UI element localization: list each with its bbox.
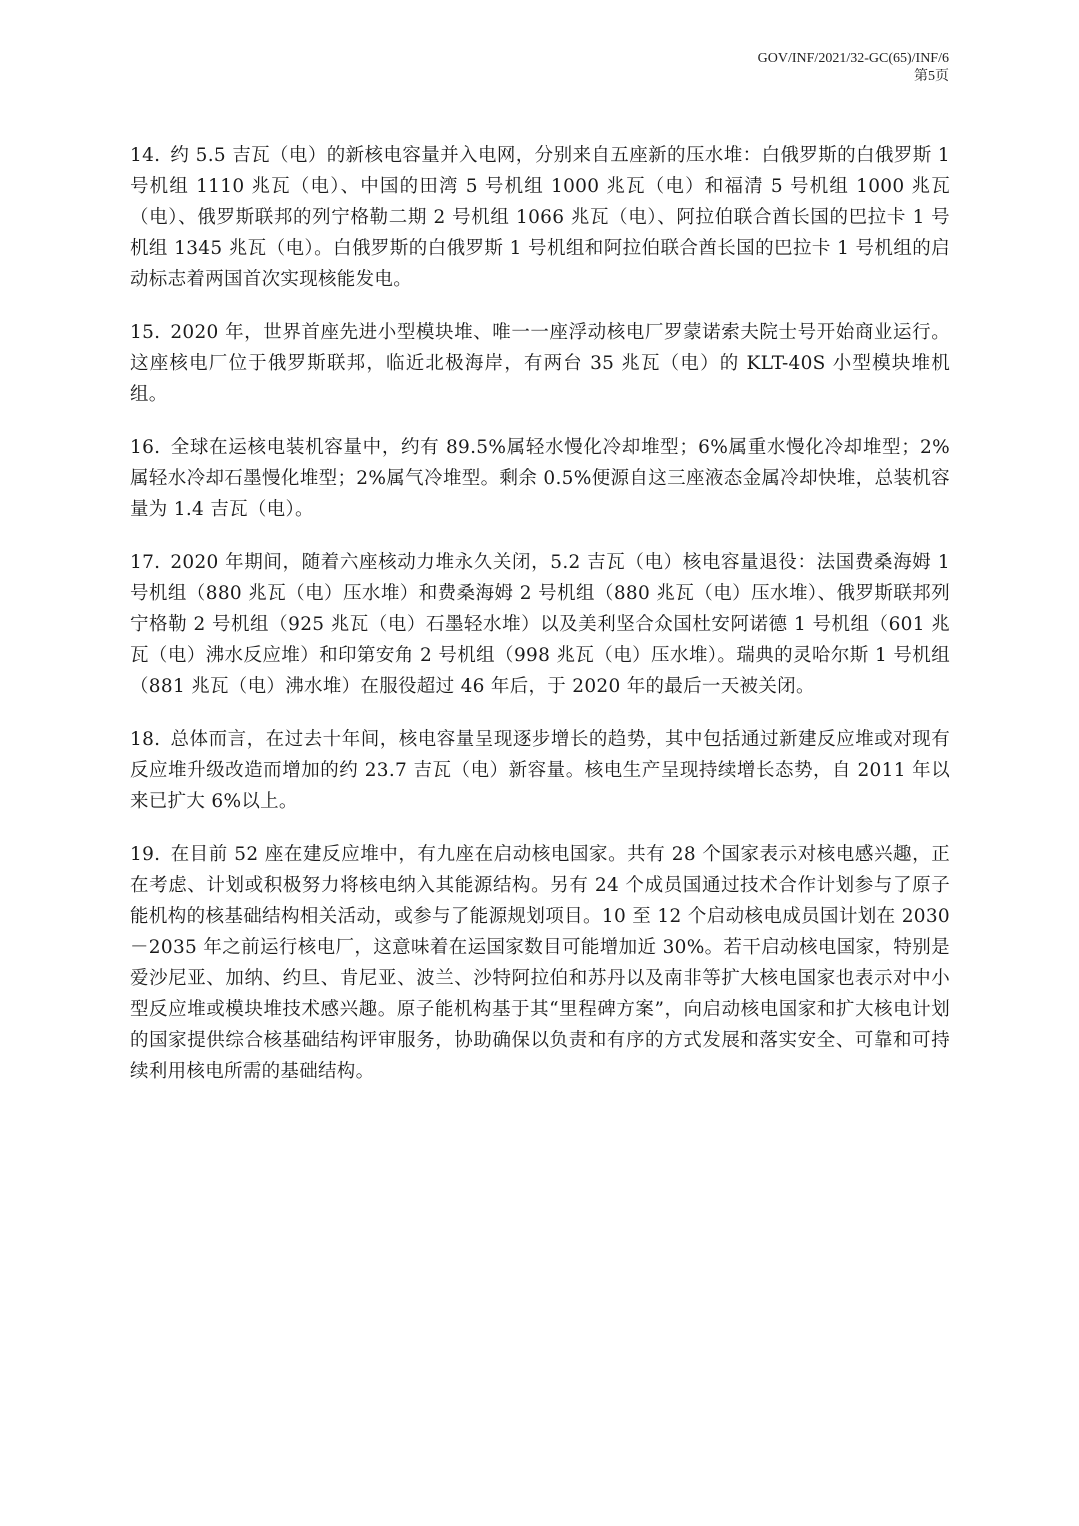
paragraph-text: 2020 年，世界首座先进小型模块堆、唯一一座浮动核电厂罗蒙诺索夫院士号开始商业运行。这座核电厂位于俄罗斯联邦，临近北极海岸，有两台 35 兆瓦（电）的 KLT-40S 小型模块堆机组。 xyxy=(130,322,950,405)
page-header xyxy=(758,50,949,86)
paragraph-text: 全球在运核电装机容量中，约有 89.5%属轻水慢化冷却堆型；6%属重水慢化冷却堆型；2%属轻水冷却石墨慢化堆型；2%属气冷堆型。剩余 0.5%便源自这三座液态金属冷却快堆，总装机容量为 1.4 吉瓦（电）。 xyxy=(130,437,950,520)
paragraph-number: 16. xyxy=(130,437,161,458)
document-symbol: GOV/INF/2021/32-GC(65)/INF/6 xyxy=(757,51,949,66)
page-number: 第5页 xyxy=(914,69,949,84)
paragraph-19 xyxy=(130,839,950,1087)
paragraph-text: 约 5.5 吉瓦（电）的新核电容量并入电网，分别来自五座新的压水堆：白俄罗斯的白俄罗斯 1 号机组 1110 兆瓦（电）、中国的田湾 5 号机组 1000 兆瓦（电）和福清 5 号机组 1000 兆瓦（电）、俄罗斯联邦的列宁格勒二期 2 号机组 1066 兆瓦（电）、阿拉伯联合酋长国的巴拉卡 1 号机组 1345 兆瓦（电）。白俄罗斯的白俄罗斯 1 号机组和阿拉伯联合酋长国的巴拉卡 1 号机组的启动标志着两国首次实现核能发电。 xyxy=(130,145,950,290)
paragraph-number: 17. xyxy=(130,552,161,573)
paragraph-16 xyxy=(130,432,950,525)
paragraph-number: 18. xyxy=(130,729,161,750)
document-body xyxy=(130,140,950,1109)
paragraph-text: 在目前 52 座在建反应堆中，有九座在启动核电国家。共有 28 个国家表示对核电感兴趣，正在考虑、计划或积极努力将核电纳入其能源结构。另有 24 个成员国通过技术合作计划参与了原子能机构的核基础结构相关活动，或参与了能源规划项目。10 至 12 个启动核电成员国计划在 2030－2035 年之前运行核电厂，这意味着在运国家数目可能增加近 30%。若干启动核电国家，特别是爱沙尼亚、加纳、约旦、肯尼亚、波兰、沙特阿拉伯和苏丹以及南非等扩大核电国家也表示对中小型反应堆或模块堆技术感兴趣。原子能机构基于其“里程碑方案”，向启动核电国家和扩大核电计划的国家提供综合核基础结构评审服务，协助确保以负责和有序的方式发展和落实安全、可靠和可持续利用核电所需的基础结构。 xyxy=(130,844,950,1082)
paragraph-17 xyxy=(130,547,950,702)
paragraph-number: 15. xyxy=(130,322,161,343)
paragraph-15 xyxy=(130,317,950,410)
paragraph-text: 总体而言，在过去十年间，核电容量呈现逐步增长的趋势，其中包括通过新建反应堆或对现有反应堆升级改造而增加的约 23.7 吉瓦（电）新容量。核电生产呈现持续增长态势，自 2011 年以来已扩大 6%以上。 xyxy=(130,729,950,812)
paragraph-text: 2020 年期间，随着六座核动力堆永久关闭，5.2 吉瓦（电）核电容量退役：法国费桑海姆 1 号机组（880 兆瓦（电）压水堆）和费桑海姆 2 号机组（880 兆瓦（电）压水堆）、俄罗斯联邦列宁格勒 2 号机组（925 兆瓦（电）石墨轻水堆）以及美利坚合众国杜安阿诺德 1 号机组（601 兆瓦（电）沸水反应堆）和印第安角 2 号机组（998 兆瓦（电）压水堆）。瑞典的灵哈尔斯 1 号机组（881 兆瓦（电）沸水堆）在服役超过 46 年后，于 2020 年的最后一天被关闭。 xyxy=(130,552,950,697)
paragraph-18 xyxy=(130,724,950,817)
paragraph-14 xyxy=(130,140,950,295)
paragraph-number: 19. xyxy=(130,844,161,865)
paragraph-number: 14. xyxy=(130,145,161,166)
